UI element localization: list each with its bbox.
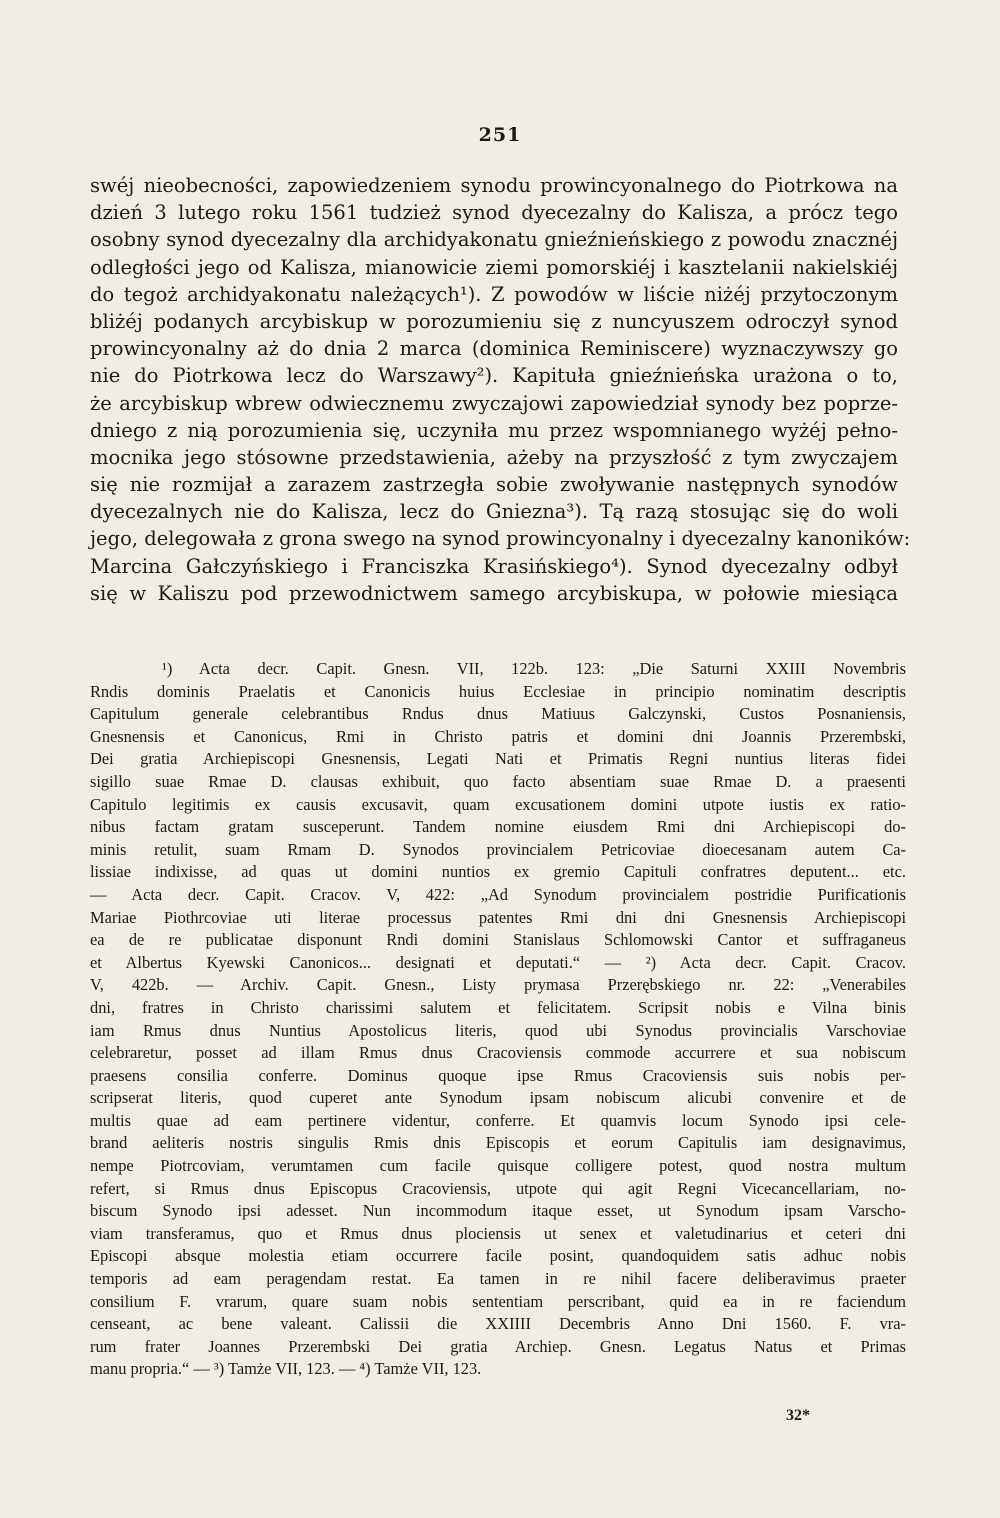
footnote-line: sigillo suae Rmae D. clausas exhibuit, quo facto absentiam suae Rmae D. a praesenti bbox=[90, 771, 906, 791]
footnote-line: Episcopi absque molestia etiam occurrere facile posint, quandoquidem satis adhuc nobis bbox=[90, 1246, 906, 1266]
main-line: do tegoż archidyakonatu należących¹). Z powodów w liście niżéj przytoczonym bbox=[90, 282, 898, 306]
footnote-line: refert, si Rmus dnus Episcopus Cracoviensis, utpote qui agit Regni Vicecancellariam, no- bbox=[90, 1178, 906, 1198]
footnote-line: iam Rmus dnus Nuntius Apostolicus literis, quod ubi Synodus provincialis Varschoviae bbox=[90, 1020, 906, 1040]
footnote-line: nibus factam gratam susceperunt. Tandem nomine eiusdem Rmi dni Archiepiscopi do- bbox=[90, 817, 906, 837]
footnote-line: et Albertus Kyewski Canonicos... designati et deputati.“ — ²) Acta decr. Capit. Cracov. bbox=[90, 952, 906, 972]
footnote-line: brand aeliteris nostris singulis Rmis dnis Episcopis et eorum Capitulis iam designavimus, bbox=[90, 1133, 906, 1153]
main-text bbox=[90, 172, 911, 607]
signature-mark: 32* bbox=[786, 1407, 810, 1424]
main-line: się w Kaliszu pod przewodnictwem samego arcybiskupa, w połowie miesiąca bbox=[90, 581, 898, 605]
footnote-line: dni, fratres in Christo charissimi salutem et felicitatem. Scripsit nobis e Vilna binis bbox=[90, 997, 906, 1017]
footnote-line: scripserat literis, quod cuperet ante Synodum ipsam nobiscum alicubi convenire et de bbox=[90, 1088, 906, 1108]
footnote-line: multis quae ad eam pertinere videntur, conferre. Et quamvis locum Synodo ipsi cele- bbox=[90, 1110, 906, 1130]
footnote-line: praesens consilia conferre. Dominus quoque ipse Rmus Cracoviensis suis nobis per- bbox=[90, 1065, 906, 1085]
main-line: nie do Piotrkowa lecz do Warszawy²). Kapituła gnieźnieńska urażona o to, bbox=[90, 364, 898, 388]
footnote-line: Mariae Piothrcoviae uti literae processus patentes Rmi dni dni Gnesnensis Archiepiscopi bbox=[90, 907, 906, 927]
main-line: się nie rozmijał a zarazem zastrzegła sobie zwoływanie następnych synodów bbox=[90, 473, 898, 497]
footnote-line: biscum Synodo ipsi adesset. Nun incommodum itaque esset, ut Synodum ipsam Varscho- bbox=[90, 1201, 906, 1221]
footnote-line: Gnesnensis et Canonicus, Rmi in Christo patris et domini dni Joannis Przerembski, bbox=[90, 726, 906, 746]
footnote-line: Dei gratia Archiepiscopi Gnesnensis, Legati Nati et Primatis Regni nuntius literas fidei bbox=[90, 749, 906, 769]
footnote-line: rum frater Joannes Przerembski Dei gratia Archiep. Gnesn. Legatus Natus et Primas bbox=[90, 1336, 906, 1356]
main-line: że arcybiskup wbrew odwiecznemu zwyczajowi zapowiedział synody bez poprze- bbox=[90, 391, 898, 415]
footnote-line: lissiae indixisse, ad quas ut domini nuntios ex gremio Capituli confratres deputent... etc. bbox=[90, 862, 906, 882]
footnote-line: V, 422b. — Archiv. Capit. Gnesn., Listy prymasa Przerębskiego nr. 22: „Venerabiles bbox=[90, 975, 906, 995]
main-line: prowincyonalny aż do dnia 2 marca (dominica Reminiscere) wyznaczywszy go bbox=[90, 337, 898, 361]
main-line: osobny synod dyecezalny dla archidyakonatu gnieźnieńskiego z powodu znacznéj bbox=[90, 228, 898, 252]
footnote-line: celebraretur, posset ad illam Rmus dnus Cracoviensis commode accurrere et sua nobiscum bbox=[90, 1043, 906, 1063]
main-line: dzień 3 lutego roku 1561 tudzież synod dyecezalny do Kalisza, a prócz tego bbox=[90, 201, 898, 225]
footnote-line: nempe Piotrcoviam, verumtamen cum facile quisque colligere potest, quod nostra multum bbox=[90, 1156, 906, 1176]
footnote-line: ¹) Acta decr. Capit. Gnesn. VII, 122b. 123: „Die Saturni XXIII Novembris bbox=[162, 659, 906, 678]
footnote-line: ea de re publicatae disponunt Rndi domini Stanislaus Schlomowski Cantor et suffraganeus bbox=[90, 930, 906, 950]
footnote-line: minis retulit, suam Rmam D. Synodos provincialem Petricoviae dioecesanam autem Ca- bbox=[90, 839, 906, 859]
footnote-line: temporis ad eam peragendam restat. Ea tamen in re nihil facere deliberavimus praeter bbox=[90, 1269, 906, 1289]
footnote-line: — Acta decr. Capit. Cracov. V, 422: „Ad Synodum provincialem postridie Purificationis bbox=[90, 884, 906, 904]
footnote-line: consilium F. vrarum, quare suam nobis sententiam perscribant, quid ea in re faciendum bbox=[90, 1291, 906, 1311]
footnote-line: viam transferamus, quo et Rmus dnus plociensis ut senex et valetudinarius et ceteri dni bbox=[90, 1223, 906, 1243]
footnote-line: Capitulum generale celebrantibus Rndus dnus Matiuus Galczynski, Custos Posnaniensis, bbox=[90, 704, 906, 724]
main-line: bliżéj podanych arcybiskup w porozumieniu się z nuncyuszem odroczył synod bbox=[90, 309, 898, 333]
main-line: dniego z nią porozumienia się, uczyniła mu przez wspomnianego wyżéj pełno- bbox=[90, 418, 898, 442]
footnote-line: Capitulo legitimis ex causis excusavit, quam excusationem domini utpote iustis ex ratio- bbox=[90, 794, 906, 814]
main-line: swéj nieobecności, zapowiedzeniem synodu prowincyonalnego do Piotrkowa na bbox=[90, 174, 898, 197]
footnotes bbox=[90, 658, 906, 1381]
main-line: Marcina Gałczyńskiego i Franciszka Krasińskiego⁴). Synod dyecezalny odbył bbox=[90, 554, 898, 578]
page-number: 251 bbox=[478, 124, 522, 146]
main-line: odległości jego od Kalisza, mianowicie ziemi pomorskiéj i kasztelanii nakielskiéj bbox=[90, 255, 898, 279]
footnote-line: Rndis dominis Praelatis et Canonicis huius Ecclesiae in principio nominatim descriptis bbox=[90, 681, 906, 701]
footnote-line: manu propria.“ — ³) Tamże VII, 123. — ⁴) Tamże VII, 123. bbox=[90, 1359, 482, 1379]
main-line: dyecezalnych nie do Kalisza, lecz do Gniezna³). Tą razą stosując się do woli bbox=[90, 500, 898, 524]
footnote-line: censeant, ac bene valeant. Calissii die XXIIII Decembris Anno Dni 1560. F. vra- bbox=[90, 1314, 906, 1334]
main-line: jego, delegowała z grona swego na synod prowincyonalny i dyecezalny kanoników: bbox=[90, 527, 911, 551]
main-line: mocnika jego stósowne przedstawienia, ażeby na przyszłość z tym zwyczajem bbox=[90, 445, 898, 469]
